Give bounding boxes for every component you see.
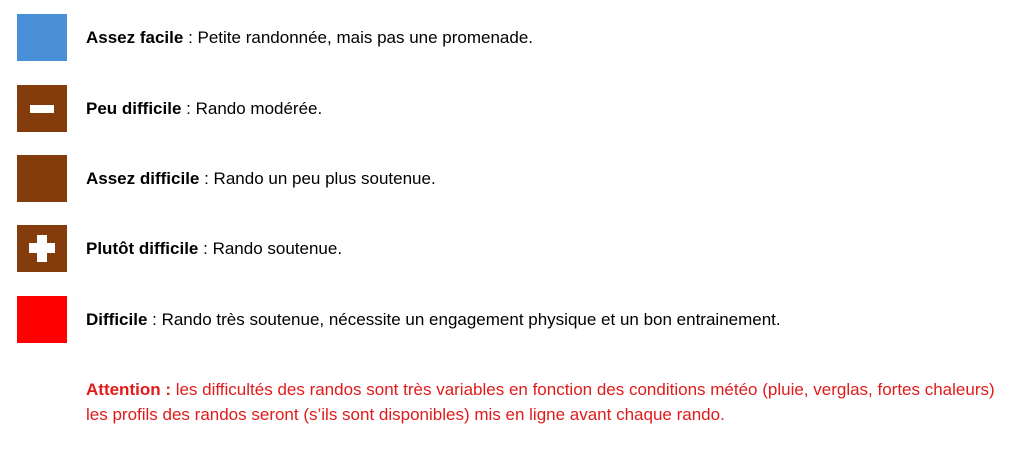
legend-row-assez-facile: [0, 14, 1011, 62]
brown-plus-square-icon: [17, 225, 67, 272]
legend-description: Rando très soutenue, nécessite un engagement physique et un bon entrainement.: [161, 310, 781, 329]
legend-label: Difficile: [86, 310, 148, 329]
legend-label: Plutôt difficile: [86, 239, 199, 258]
red-square-icon: [17, 296, 67, 343]
legend-text: [86, 98, 322, 120]
legend-row-peu-difficile: [0, 85, 1011, 133]
legend-row-plutot-difficile: [0, 225, 1011, 273]
attention-separator: :: [160, 380, 176, 399]
legend-row-difficile: [0, 296, 1011, 344]
legend-description: Rando un peu plus soutenue.: [213, 169, 436, 188]
legend-text: [86, 168, 436, 190]
legend-description: Petite randonnée, mais pas une promenade.: [197, 28, 534, 47]
legend-separator: :: [147, 310, 162, 329]
legend-description: Rando modérée.: [195, 99, 323, 118]
legend-separator: :: [199, 169, 214, 188]
legend-text: [86, 27, 533, 49]
plus-icon-vertical: [37, 235, 47, 262]
brown-minus-square-icon: [17, 85, 67, 132]
legend-text: [86, 238, 342, 260]
legend-separator: :: [181, 99, 196, 118]
legend-separator: :: [183, 28, 198, 47]
legend-label: Peu difficile: [86, 99, 182, 118]
attention-notice: [86, 377, 996, 427]
attention-text: les difficultés des randos sont très variables en fonction des conditions météo (pluie, verglas, fortes chaleurs) les profils des randos seront (s’ils sont disponibles) mis en ligne avant chaque rando.: [86, 380, 995, 424]
attention-label: Attention: [86, 380, 161, 399]
legend-label: Assez facile: [86, 28, 184, 47]
minus-icon: [30, 105, 54, 113]
legend-label: Assez difficile: [86, 169, 200, 188]
legend-row-assez-difficile: [0, 155, 1011, 203]
legend-text: [86, 309, 781, 331]
brown-square-icon: [17, 155, 67, 202]
blue-square-icon: [17, 14, 67, 61]
legend-description: Rando soutenue.: [212, 239, 343, 258]
legend-separator: :: [198, 239, 213, 258]
